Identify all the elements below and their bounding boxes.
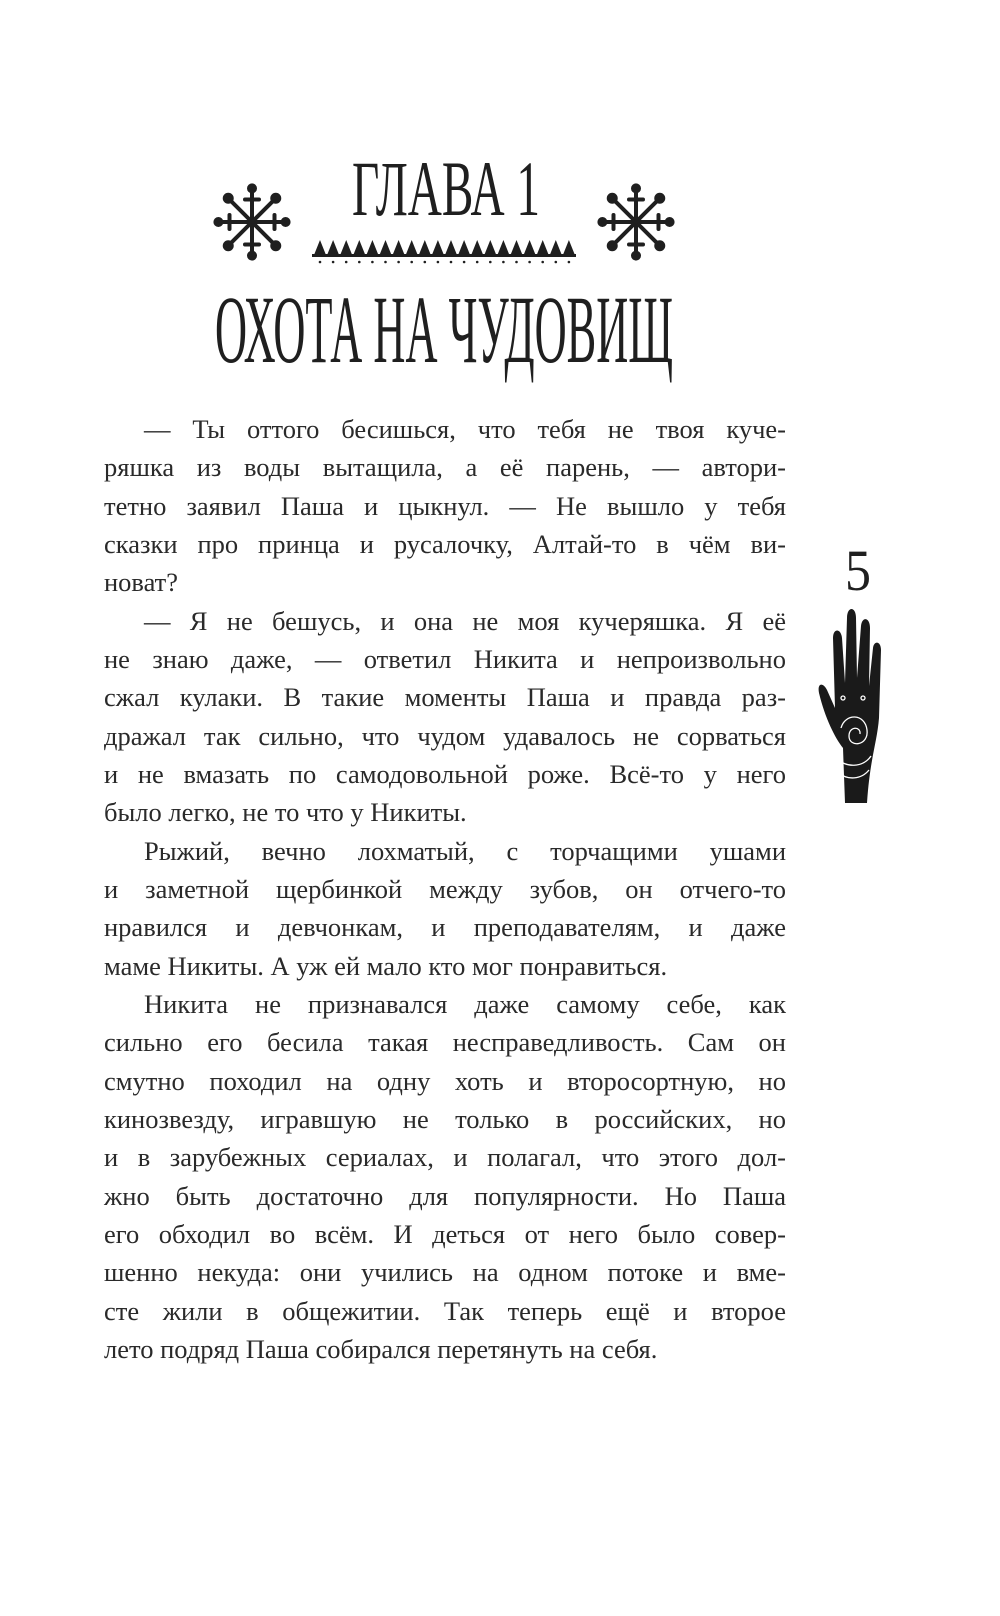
triangle-mark xyxy=(353,240,365,255)
triangle-mark xyxy=(445,240,457,255)
dot-mark xyxy=(437,261,440,264)
ornament-rule xyxy=(312,254,576,257)
dot-mark xyxy=(332,261,335,264)
text-line: было легко, не то что у Никиты. xyxy=(104,797,467,828)
text-line: сте жили в общежитии. Так теперь ещё и второе xyxy=(104,1295,786,1326)
text-line: ряшка из воды вытащила, а её парень, — автори- xyxy=(104,452,786,483)
dot-mark xyxy=(568,261,571,264)
text-line: кинозвезду, игравшую не только в российских, но xyxy=(104,1103,786,1134)
dot-mark xyxy=(410,261,413,264)
chapter-body-text xyxy=(104,410,786,1368)
text-line: — Ты оттого бесишься, что тебя не твоя куче- xyxy=(144,414,786,444)
page-number-text: 5 xyxy=(845,538,871,594)
dot-mark xyxy=(515,261,518,264)
page-number xyxy=(845,538,875,599)
text-line: новат? xyxy=(104,567,179,598)
text-line: дражал так сильно, что чудом удавалось не сорваться xyxy=(104,720,786,751)
text-line: сильно его бесила такая несправедливость. Сам он xyxy=(104,1027,786,1058)
triangle-mark xyxy=(314,240,326,255)
triangle-mark xyxy=(327,240,339,255)
triangle-mark xyxy=(550,240,562,255)
dot-mark xyxy=(541,261,544,264)
text-line: смутно походил на одну хоть и второсортную, но xyxy=(104,1065,786,1096)
text-line: и в зарубежных сериалах, и полагал, что этого дол- xyxy=(104,1142,786,1173)
triangle-mark xyxy=(380,240,392,255)
triangle-mark xyxy=(484,240,496,255)
dot-mark xyxy=(371,261,374,264)
dot-mark xyxy=(450,261,453,264)
text-line: и заметной щербинкой между зубов, он отчего-то xyxy=(104,873,786,904)
text-line: жно быть достаточно для популярности. Но Паша xyxy=(104,1180,786,1211)
triangle-mark xyxy=(563,240,575,255)
dot-mark xyxy=(319,261,322,264)
text-line: сжал кулаки. В такие моменты Паша и правда раз- xyxy=(104,682,786,713)
triangle-mark xyxy=(393,240,405,255)
triangle-mark xyxy=(511,240,523,255)
dot-mark xyxy=(424,261,427,264)
decorated-hand-icon xyxy=(815,598,885,808)
triangle-mark xyxy=(497,240,509,255)
triangle-mark xyxy=(419,240,431,255)
text-line: Рыжий, вечно лохматый, с торчащими ушами xyxy=(144,835,786,866)
dot-mark xyxy=(489,261,492,264)
triangle-mark xyxy=(406,240,418,255)
dot-mark xyxy=(345,261,348,264)
snowflake-ornament-right-icon xyxy=(599,185,672,258)
text-line: тетно заявил Паша и цыкнул. — Не вышло у тебя xyxy=(104,490,786,521)
text-line: маме Никиты. А уж ей мало кто мог понравиться. xyxy=(104,950,668,981)
chapter-title: ОХОТА НА ЧУДОВИЩ xyxy=(215,276,673,383)
dot-mark xyxy=(555,261,558,264)
text-line: Никита не признавался даже самому себе, как xyxy=(144,988,786,1019)
triangle-mark xyxy=(524,240,536,255)
dot-mark xyxy=(502,261,505,264)
chapter-label: ГЛАВА 1 xyxy=(352,145,540,232)
snowflake-ornament-left-icon xyxy=(215,185,288,258)
dot-mark xyxy=(476,261,479,264)
text-line: и не вмазать по самодовольной роже. Всё-то у него xyxy=(104,758,786,789)
triangle-mark xyxy=(537,240,549,255)
dot-mark xyxy=(528,261,531,264)
triangle-mark xyxy=(366,240,378,255)
triangle-mark xyxy=(340,240,352,255)
dot-mark xyxy=(384,261,387,264)
triangle-border-ornament xyxy=(312,240,576,263)
dot-mark xyxy=(397,261,400,264)
text-line: шенно некуда: они учились на одном потоке и вме- xyxy=(104,1257,786,1288)
dot-mark xyxy=(463,261,466,264)
triangle-mark xyxy=(471,240,483,255)
text-line: его обходил во всём. И деться от него было совер- xyxy=(104,1218,786,1249)
triangle-mark xyxy=(458,240,470,255)
dot-mark xyxy=(358,261,361,264)
text-line: сказки про принца и русалочку, Алтай-то в чём ви- xyxy=(104,528,786,559)
text-line: нравился и девчонкам, и преподавателям, и даже xyxy=(104,912,786,943)
text-line: лето подряд Паша собирался перетянуть на себя. xyxy=(104,1333,658,1364)
triangle-mark xyxy=(432,240,444,255)
chapter-heading xyxy=(0,0,1000,400)
text-line: не знаю даже, — ответил Никита и непроизвольно xyxy=(104,643,786,674)
text-line: — Я не бешусь, и она не моя кучеряшка. Я её xyxy=(144,605,786,636)
